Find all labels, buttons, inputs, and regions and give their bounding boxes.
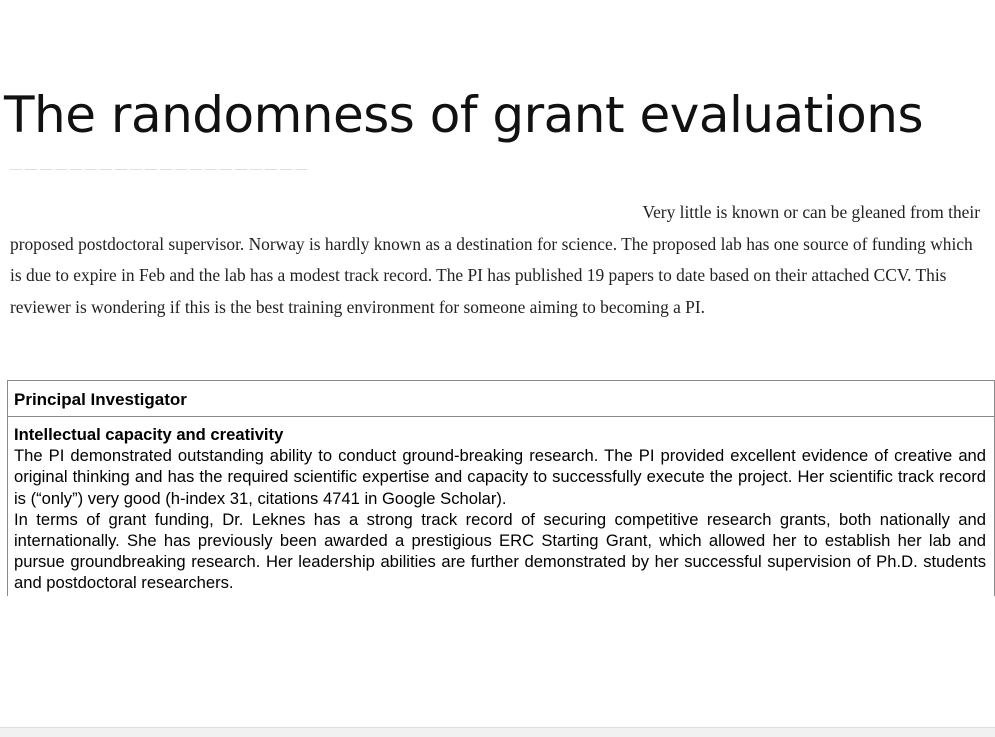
evaluation-paragraph-2: In terms of grant funding, Dr. Leknes has a strong track record of securing competitive research grants, both nationally and internationally. She has previously been awarded a prestigious ERC Starting Grant, which allowed her to establish her lab and pursue groundbreaking research. Her leadership abilities are further demonstrated by her successful supervision of Ph.D. students and postdoctoral researchers. [14, 509, 986, 593]
evaluation-paragraph-1: The PI demonstrated outstanding ability to conduct ground-breaking research. The PI provided excellent evidence of creative and original thinking and has the required scientific expertise and capacity to successfully execute the project. Her scientific track record is (“only”) very good (h-index 31, citations 4741 in Google Scholar). [14, 446, 986, 508]
cropped-text-line: — — — — — — — — — — — — — — — — — — — — [10, 161, 307, 175]
table-body [8, 417, 994, 594]
slide-title: The randomness of grant evaluations [4, 86, 923, 144]
evaluation-table [7, 380, 995, 596]
reviewer-comment-first-line: Very little is known or can be gleaned from their [642, 202, 980, 222]
table-header-principal-investigator: Principal Investigator [8, 381, 994, 417]
reviewer-comment-excerpt [10, 197, 982, 323]
reviewer-comment-body: proposed postdoctoral supervisor. Norway is hardly known as a destination for science. The proposed lab has one source of funding which is due to expire in Feb and the lab has a modest track record. The PI has published 19 papers to date based on their attached CCV. This reviewer is wondering if this is the best training environment for someone aiming to becoming a PI. [10, 233, 973, 317]
section-title-intellectual-capacity: Intellectual capacity and creativity [14, 425, 284, 444]
bottom-status-bar [0, 727, 995, 737]
